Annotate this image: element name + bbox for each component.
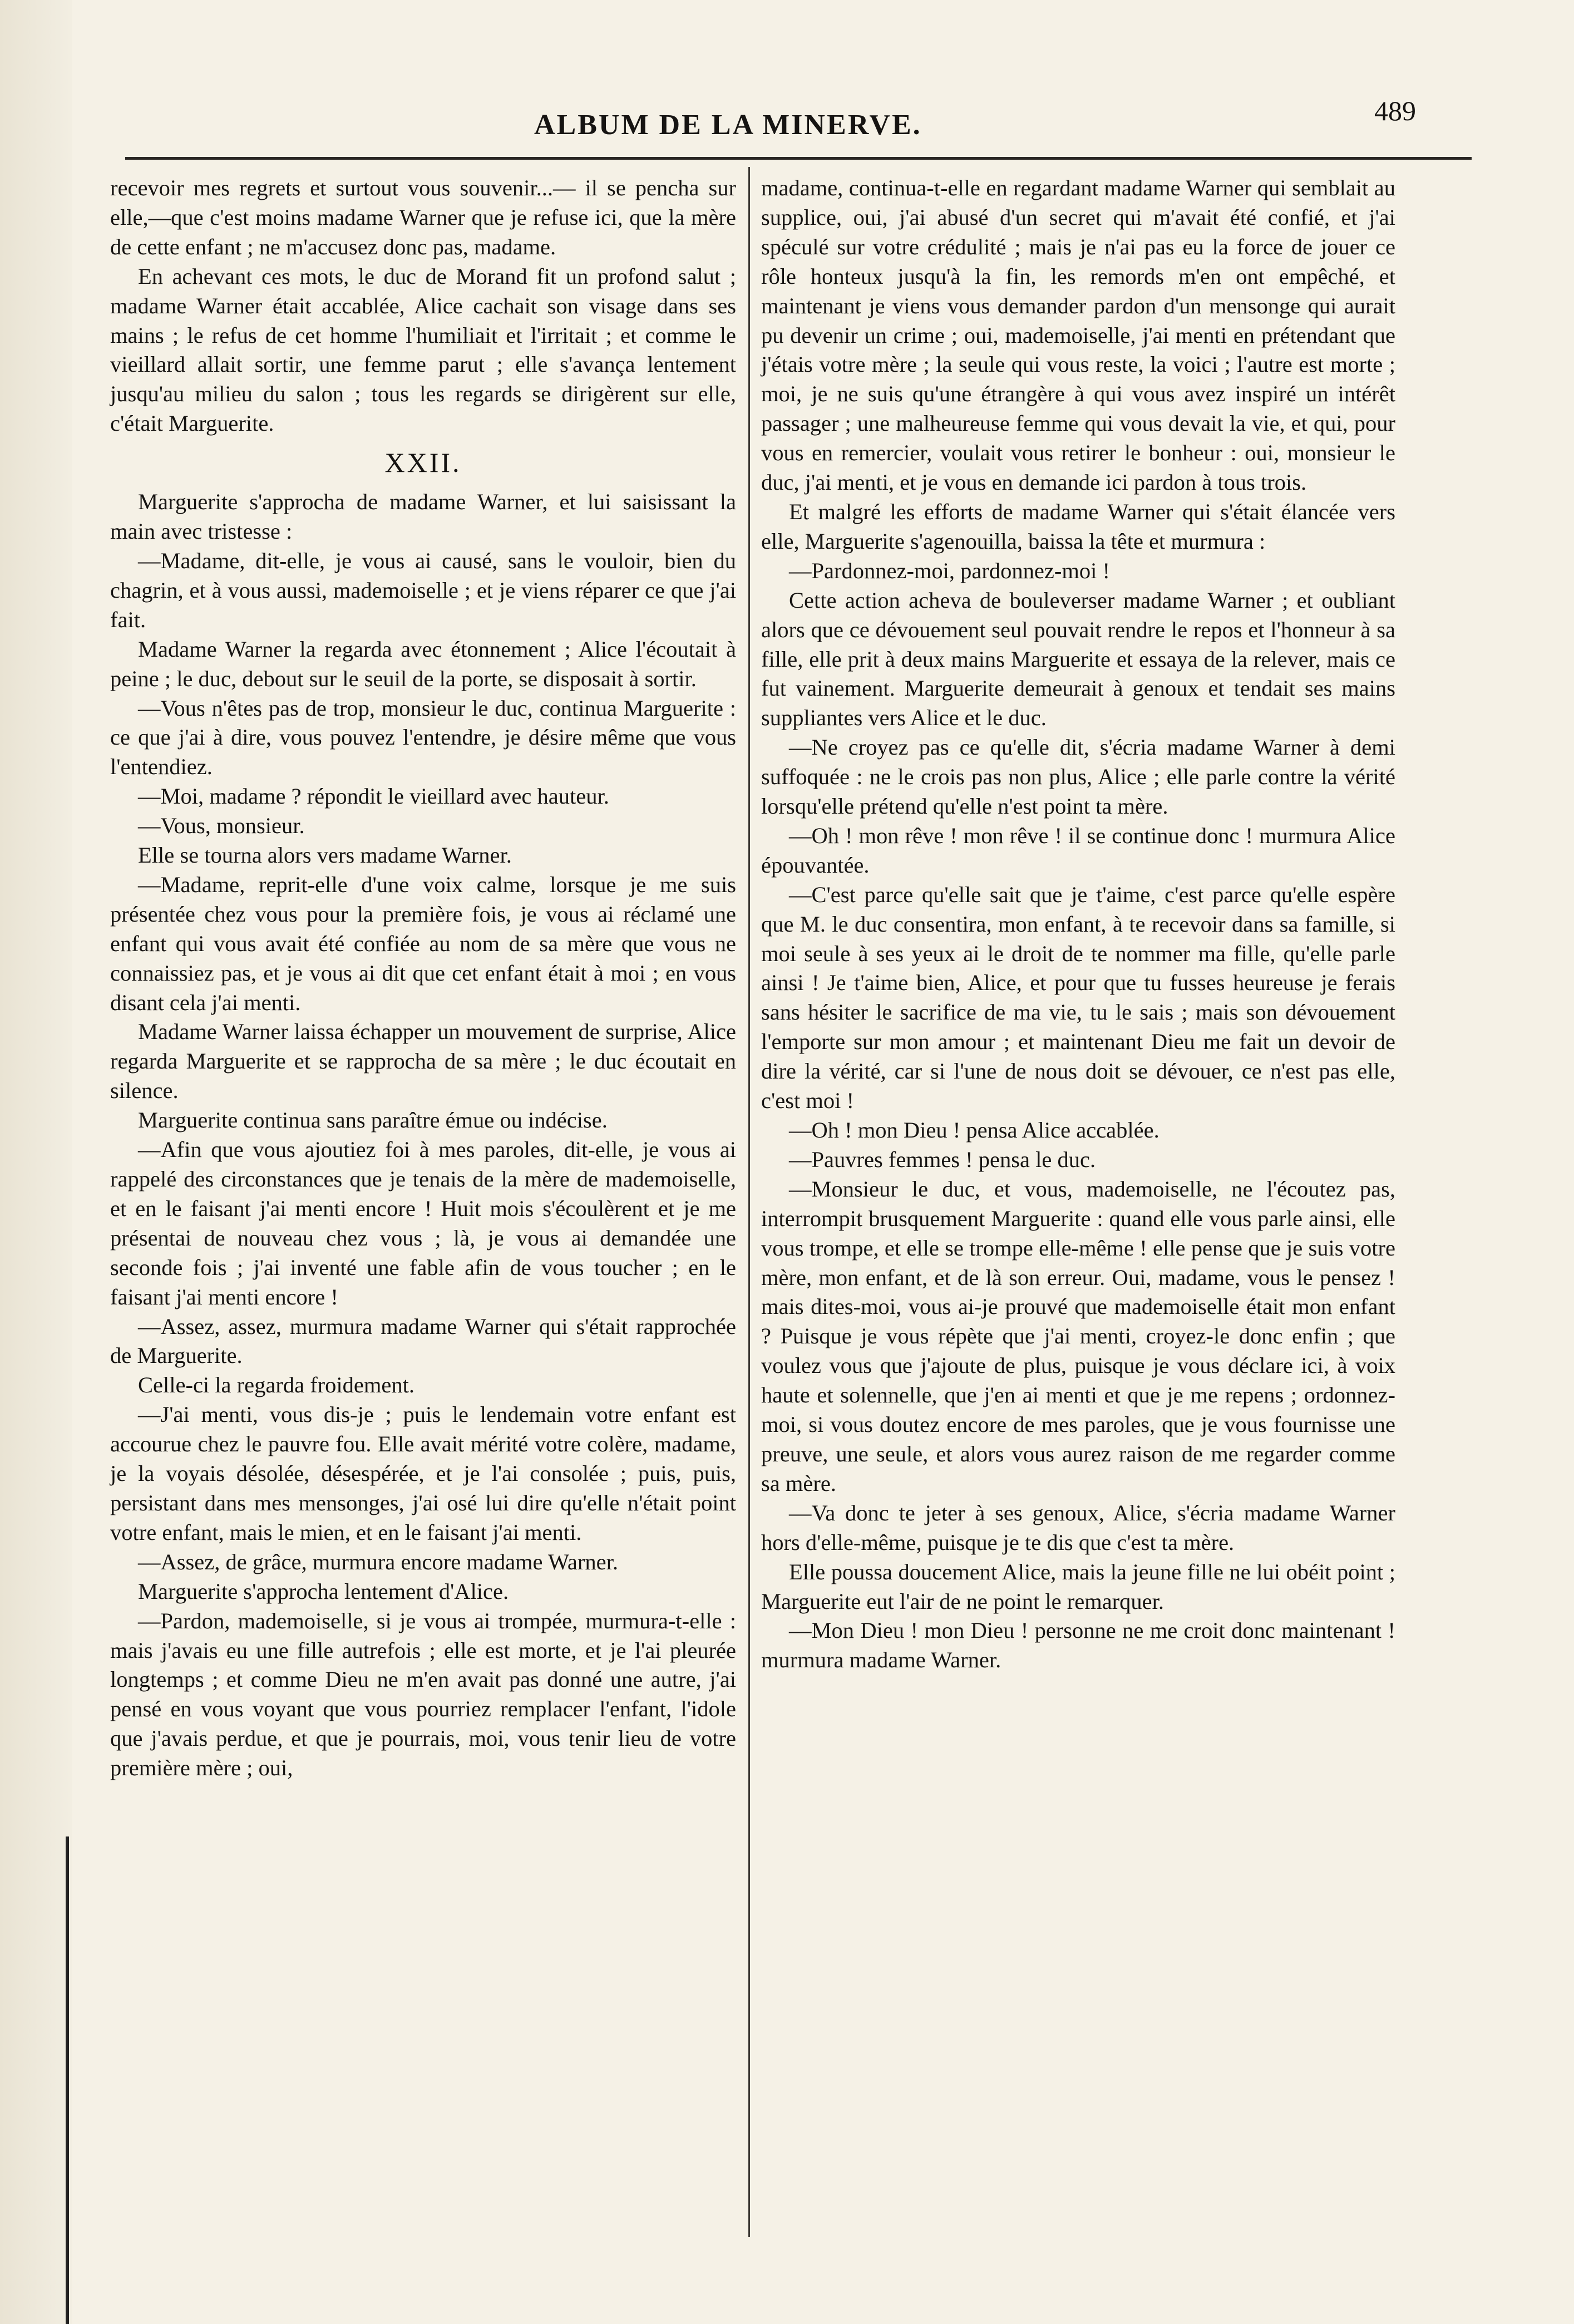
paragraph: Elle se tourna alors vers madame Warner.: [138, 843, 512, 868]
paragraph: —Assez, assez, murmura madame Warner qui s'était rapprochée de Marguerite.: [110, 1313, 736, 1368]
paragraph: —Oh ! mon Dieu ! pensa Alice accablée.: [789, 1117, 1159, 1143]
paragraph: recevoir mes regrets et surtout vous souvenir...— il se pencha sur elle,—que c'est moins madame Warner que je refuse ici, que la mère de cette enfant ; ne m'accusez donc pas, madame.: [110, 175, 736, 259]
column-divider: [748, 167, 750, 2237]
paragraph: —Afin que vous ajoutiez foi à mes paroles, dit-elle, je vous ai rappelé des circonstances que je tenais de la mère de mademoiselle, et en le faisant j'ai menti encore ! Huit mois s'écoulèrent et je me présentai de nouveau chez vous ; là, je vous ai demandée une seconde fois ; j'ai inventé une fable afin de vous toucher ; en le faisant j'ai menti encore !: [110, 1137, 736, 1309]
paragraph: —Madame, reprit-elle d'une voix calme, lorsque je me suis présentée chez vous pour la première fois, je vous ai réclamé une enfant qui vous avait été confiée au nom de sa mère que vous ne connaissiez pas, et je vous ai dit que cet enfant était à moi ; en vous disant cela j'ai menti.: [110, 872, 736, 1015]
paragraph: Madame Warner la regarda avec étonnement ; Alice l'écoutait à peine ; le duc, debout sur le seuil de la porte, se disposait à sortir.: [110, 636, 736, 691]
paragraph: —Assez, de grâce, murmura encore madame Warner.: [138, 1549, 618, 1574]
paragraph: Celle-ci la regarda froidement.: [138, 1372, 415, 1398]
paragraph: —Pardon, mademoiselle, si je vous ai trompée, murmura-t-elle : mais j'avais eu une fille autrefois ; elle est morte, et je l'ai pleurée longtemps ; et comme Dieu ne m'en avait pas donné une autre, j'ai pensé en vous voyant que vous pourriez remplacer l'enfant, l'idole que j'avais perdue, et que je pourrais, moi, vous tenir lieu de votre première mère ; oui,: [110, 1608, 736, 1781]
page-number: 489: [1374, 95, 1416, 126]
page-header-title: ALBUM DE LA MINERVE.: [534, 109, 922, 141]
paragraph: Et malgré les efforts de madame Warner qui s'était élancée vers elle, Marguerite s'agenouilla, baissa la tête et murmura :: [761, 499, 1395, 554]
paragraph: —Pardonnez-moi, pardonnez-moi !: [789, 558, 1110, 583]
paragraph: —Madame, dit-elle, je vous ai causé, sans le vouloir, bien du chagrin, et à vous aussi, mademoiselle ; et je viens réparer ce que j'ai fait.: [110, 548, 736, 632]
paragraph: —Va donc te jeter à ses genoux, Alice, s'écria madame Warner hors d'elle-même, puisque je te dis que c'est ta mère.: [761, 1500, 1395, 1555]
paragraph: —Vous n'êtes pas de trop, monsieur le duc, continua Marguerite : ce que j'ai à dire, vous pouvez l'entendre, je désire même que vous l'entendiez.: [110, 695, 736, 780]
paragraph: —Monsieur le duc, et vous, mademoiselle, ne l'écoutez pas, interrompit brusquement Marguerite : quand elle vous parle ainsi, elle vous trompe, et elle se trompe elle-même ! elle pense que je suis votre mère, mon enfant, et de là son erreur. Oui, madame, vous le pensez ! mais dites-moi, vous ai-je prouvé que mademoiselle était mon enfant ? Puisque je vous répète que j'ai menti, croyez-le donc enfin ; que voulez vous que j'ajoute de plus, puisque je vous déclare ici, à voix haute et solennelle, que j'en ai menti et que je me repens ; ordonnez-moi, si vous doutez encore de mes paroles, que je vous fournisse une preuve, une seule, et alors vous aurez raison de me regarder comme sa mère.: [761, 1176, 1395, 1496]
binding-shadow: [0, 0, 72, 2324]
right-column: [761, 174, 1395, 1675]
paragraph: —Oh ! mon rêve ! mon rêve ! il se continue donc ! murmura Alice épouvantée.: [761, 823, 1395, 878]
paragraph: En achevant ces mots, le duc de Morand fit un profond salut ; madame Warner était accablée, Alice cachait son visage dans ses mains ; le refus de cet homme l'humiliait et l'irritait ; et comme le vieillard allait sortir, une femme parut ; elle s'avança lentement jusqu'au milieu du salon ; tous les regards se dirigèrent sur elle, c'était Marguerite.: [110, 263, 736, 436]
binding-edge: [66, 1836, 69, 2324]
paragraph: —J'ai menti, vous dis-je ; puis le lendemain votre enfant est accourue chez le pauvre fou. Elle avait mérité votre colère, madame, je la voyais désolée, désespérée, et je l'ai consolée ; puis, puis, persistant dans mes mensonges, j'ai osé lui dire qu'elle n'était point votre enfant, mais le mien, et en le faisant j'ai menti.: [110, 1402, 736, 1545]
paragraph: —Mon Dieu ! mon Dieu ! personne ne me croit donc maintenant ! murmura madame Warner.: [761, 1618, 1395, 1673]
chapter-heading: XXII.: [384, 447, 462, 479]
paragraph: —C'est parce qu'elle sait que je t'aime, c'est parce qu'elle espère que M. le duc consentira, mon enfant, à te recevoir dans sa famille, si moi seule à ses yeux ai le droit de te nommer ma fille, qu'elle parle ainsi ! Je t'aime bien, Alice, et pour que tu fusses heureuse je ferais sans hésiter le sacrifice de ma vie, tu le sais ; mais son dévouement l'emporte sur mon amour ; et maintenant Dieu me fait un devoir de dire la vérité, car si l'une de nous doit se dévouer, ce n'est pas elle, c'est moi !: [761, 882, 1395, 1114]
paragraph: —Ne croyez pas ce qu'elle dit, s'écria madame Warner à demi suffoquée : ne le crois pas non plus, Alice ; elle parle contre la vérité lorsqu'elle prétend qu'elle n'est point ta mère.: [761, 735, 1395, 819]
left-column: [110, 174, 736, 1783]
header-rule: [125, 157, 1472, 160]
paragraph: Marguerite s'approcha de madame Warner, et lui saisissant la main avec tristesse :: [110, 489, 736, 544]
paragraph: Cette action acheva de bouleverser madame Warner ; et oubliant alors que ce dévouement seul pouvait rendre le repos et l'honneur à sa fille, elle prit à deux mains Marguerite et essaya de la relever, mais ce fut vainement. Marguerite demeurait à genoux et tendait ses mains suppliantes vers Alice et le duc.: [761, 587, 1395, 731]
paragraph: Madame Warner laissa échapper un mouvement de surprise, Alice regarda Marguerite et se rapprocha de sa mère ; le duc écoutait en silence.: [110, 1019, 736, 1104]
paragraph: —Pauvres femmes ! pensa le duc.: [789, 1146, 1096, 1172]
paragraph: —Vous, monsieur.: [138, 813, 305, 839]
paragraph: —Moi, madame ? répondit le vieillard avec hauteur.: [138, 784, 609, 809]
paragraph: Marguerite continua sans paraître émue ou indécise.: [138, 1107, 608, 1133]
paragraph: Marguerite s'approcha lentement d'Alice.: [138, 1578, 509, 1604]
paragraph: Elle poussa doucement Alice, mais la jeune fille ne lui obéit point ; Marguerite eut l'air de ne point le remarquer.: [761, 1559, 1395, 1614]
paragraph: madame, continua-t-elle en regardant madame Warner qui semblait au supplice, oui, j'ai abusé d'un secret qui m'avait été confié, et j'ai spéculé sur votre crédulité ; mais je n'ai pas eu la force de jouer ce rôle honteux jusqu'à la fin, les remords m'en ont empêché, et maintenant je viens vous demander pardon d'un mensonge qui aurait pu devenir un crime ; oui, mademoiselle, j'ai menti en prétendant que j'étais votre mère ; la seule qui vous reste, la voici ; l'autre est morte ; moi, je ne suis qu'une étrangère à qui vous avez inspiré un intérêt passager ; une malheureuse femme qui vous devait la vie, et qui, pour vous en remercier, voulait vous retirer le bonheur : oui, monsieur le duc, j'ai menti, et je vous en demande ici pardon à tous trois.: [761, 175, 1395, 495]
